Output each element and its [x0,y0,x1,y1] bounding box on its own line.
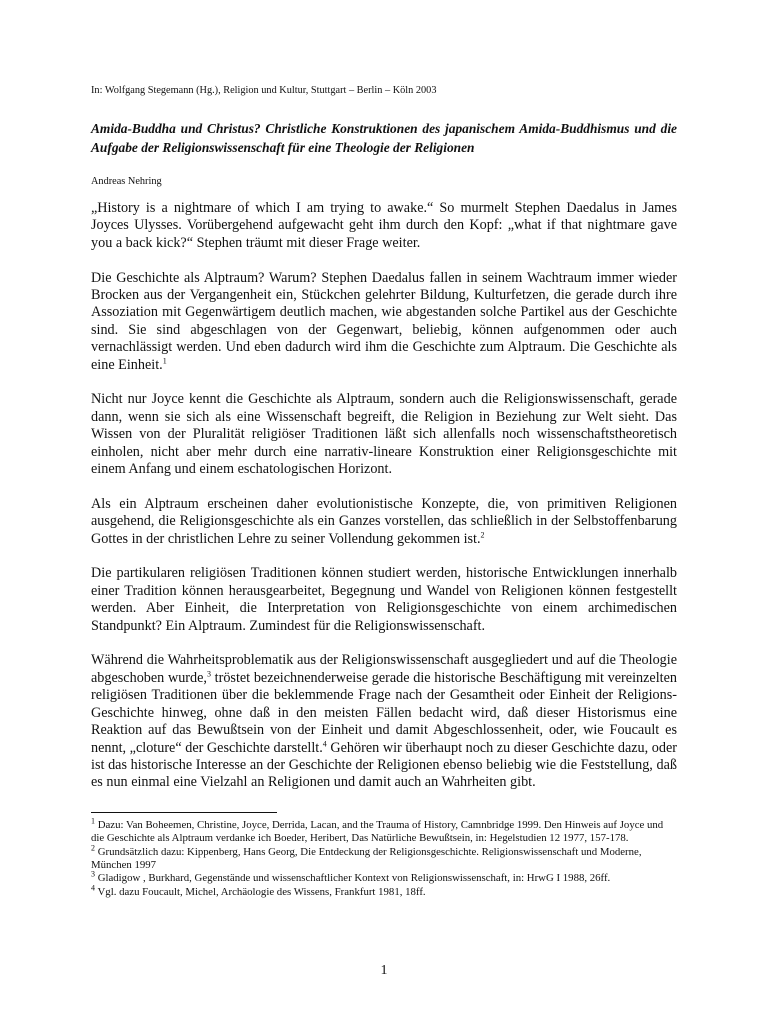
paragraph-text: tröstet bezeichnenderweise gerade die historische Beschäftigung mit vereinzelten religiösen Traditionen über die beklemmende Frage nach der Gesamtheit oder Einheit der Religions-Geschichte hinweg, ohne daß in den meisten Fällen bedacht wird, daß dieser Historismus eine Reaktion auf das Bewußtsein von der Einheit und damit Abgeschlossenheit, oder, wie Foucault es nennt, „cloture“ der Geschichte darstellt. [91,669,677,756]
footnote-reference[interactable]: 2 [480,529,485,539]
paragraph-5 [91,565,677,635]
footnotes [91,816,677,899]
paragraph-text: Die partikularen religiösen Traditionen können studiert werden, historische Entwicklungen innerhalb einer Tradition können herausgearbeitet, Begegnung und Wandel von Religionen können festgestellt werden. Aber Einheit, die Interpretation von Religionsgeschichte von einem archimedischen Standpunkt? Ein Alptraum. Zumindest für die Religionswissenschaft. [91,565,677,634]
footnote-number: 2 [91,842,95,852]
article-title: Amida-Buddha und Christus? Christliche Konstruktionen des japanischem Amida-Buddhismus und die Aufgabe der Religionswissenschaft für eine Theologie der Religionen [91,121,677,155]
footnote-text: Dazu: Van Boheemen, Christine, Joyce, Derrida, Lacan, and the Trauma of History, Camnbridge 1999. Den Hinweis auf Joyce und die Geschichte als Alptraum verdanke ich Boeder, Heribert, Das Natürliche Bewußtsein, in: Hegelstudien 12 1977, 157-178. [91,818,664,845]
paragraph-1 [91,200,677,252]
footnote-4 [91,883,677,899]
paragraph-text: Als ein Alptraum erscheinen daher evolutionistische Konzepte, die, von primitiven Religionen ausgehend, die Religionsgeschichte als ein Ganzes vorstellen, das schließlich in der Selbstoffenbarung Gottes in der christlichen Lehre zu seiner Vollendung gekommen ist. [91,495,677,547]
paragraph-3 [91,391,677,478]
footnote-reference[interactable]: 4 [322,738,327,748]
footnote-separator [91,812,277,813]
body-text [91,200,677,792]
footnote-number: 3 [91,869,95,879]
paragraph-text: „History is a nightmare of which I am trying to awake.“ So murmelt Stephen Daedalus in James Joyces Ulysses. Vorübergehend aufgewacht geht ihm durch den Kopf: „what if that nightmare gave you a back kick?“ Stephen träumt mit dieser Frage weiter. [91,200,677,251]
paragraph-6 [91,652,677,791]
footnote-reference[interactable]: 1 [162,355,167,365]
paragraph-text: Gehören wir überhaupt noch zu dieser Geschichte dazu, oder ist das historische Interesse an der Geschichte der Religionen ebenso beliebig wie die Feststellung, daß es nun einmal eine Vielzahl an Religionen und damit auch an Wahrheiten gibt. [91,739,677,791]
document-page [91,84,677,899]
paragraph-2 [91,270,677,374]
source-citation: In: Wolfgang Stegemann (Hg.), Religion und Kultur, Stuttgart – Berlin – Köln 2003 [91,85,437,96]
footnote-1 [91,816,677,846]
page-number: 1 [380,963,388,978]
footnote-reference[interactable]: 3 [206,669,211,679]
footnote-3 [91,869,677,885]
paragraph-4 [91,496,677,548]
footnote-number: 4 [91,883,95,893]
author-name: Andreas Nehring [91,176,162,187]
footnote-text: Grundsätzlich dazu: Kippenberg, Hans Georg, Die Entdeckung der Religionsgeschichte. Religionswissenschaft und Moderne, München 1997 [91,845,642,871]
footnote-number: 1 [91,816,95,826]
paragraph-text: Die Geschichte als Alptraum? Warum? Stephen Daedalus fallen in seinem Wachtraum immer wieder Brocken aus der Vergangenheit ein, Stückchen gelehrter Bildung, Kulturfetzen, die gerade durch ihre Assoziation mit Gegenwärtigem deutlich machen, wie abgestanden solche Partikel aus der Geschichte sind. Sie sind abgeschlagen von der Gegenwart, beliebig, können aufgenommen oder auch vernachlässigt werden. Und eben dadurch wird ihm die Geschichte zum Alptraum. Die Geschichte als eine Einheit. [91,269,677,373]
paragraph-text: Während die Wahrheitsproblematik aus der Religionswissenschaft ausgegliedert und auf die Theologie abgeschoben wurde, [91,652,677,686]
footnote-2 [91,842,677,873]
paragraph-text: Nicht nur Joyce kennt die Geschichte als Alptraum, sondern auch die Religionswissenschaft, gerade dann, wenn sie sich als eine Wissenschaft begreift, die Religion in Beziehung zur Welt sieht. Das Wissen von der Pluralität religiöser Traditionen läßt sich allenfalls noch wissenschaftstheoretisch einholen, nicht aber mehr durch eine narrativ-lineare Konstruktion einer Religionsgeschichte mit einem Anfang und einem eschatologischen Horizont. [91,391,677,478]
footnote-text: Gladigow , Burkhard, Gegenstände und wissenschaftlicher Kontext von Religionswissenschaft, in: HrwG I 1988, 26ff. [95,872,611,885]
footnote-text: Vgl. dazu Foucault, Michel, Archäologie des Wissens, Frankfurt 1981, 18ff. [95,885,426,898]
